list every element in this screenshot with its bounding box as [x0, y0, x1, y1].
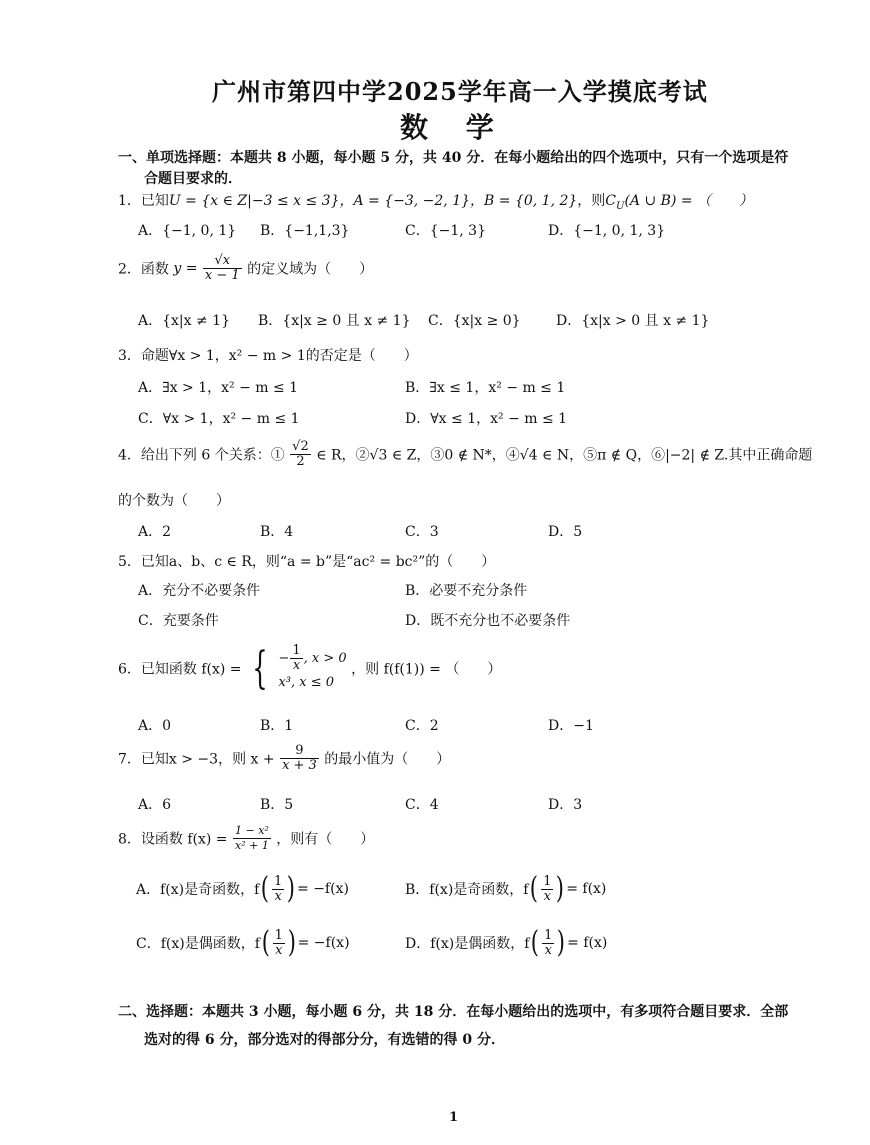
question-1-stem — [118, 190, 753, 212]
q8-numerator: 1 − x² — [235, 824, 269, 837]
q6-cases — [278, 644, 346, 693]
page-number: 1 — [449, 1110, 459, 1125]
q2-option-d[interactable]: D．{x|x > 0 且 x ≠ 1} — [556, 313, 710, 329]
q6-case-1-fraction: $\frac{1}{x}$ — [292, 643, 301, 673]
subject-title: 数 学 — [400, 111, 508, 144]
q4-relations: ∈ R，②√3 ∈ Z，③0 ∉ N*，④√4 ∈ N，⑤π ∉ Q，⑥|−2| ∉ Z.其中正确命题 — [316, 447, 813, 464]
q8-tail: ，则有（ ） — [276, 831, 375, 848]
section-2-instructions — [118, 998, 818, 1054]
q1-option-d[interactable]: D．{−1, 0, 1, 3} — [548, 223, 666, 239]
q7-option-a[interactable]: A．6 — [138, 797, 172, 813]
q2-denominator: x − 1 — [204, 268, 240, 283]
q2-option-a[interactable]: A．{x|x ≠ 1} — [138, 313, 230, 329]
q6-option-c[interactable]: C．2 — [405, 718, 439, 734]
q1-option-c[interactable]: C．{−1, 3} — [405, 223, 486, 239]
q1-option-b[interactable]: B．{−1,1,3} — [260, 223, 350, 239]
q1-complement-sub: U — [616, 200, 625, 212]
question-4-stem — [118, 440, 812, 469]
q6-case-1: − $\frac{1}{x}$ , x > 0 — [278, 643, 347, 673]
q8-fraction — [233, 824, 271, 853]
q3-option-c[interactable]: C．∀x > 1，x² − m ≤ 1 — [138, 411, 300, 427]
q4-prefix: 4．给出下列 6 个关系：① — [118, 447, 285, 464]
q4-option-b[interactable]: B．4 — [260, 524, 294, 540]
q1-expr-tail: (A ∪ B) = （ ） — [624, 193, 754, 209]
q8-option-c[interactable]: C．f(x)是偶函数，f( $\frac{1}{x}$ ) = −f(x) — [136, 925, 350, 960]
q5-option-b[interactable]: B．必要不充分条件 — [405, 583, 528, 599]
q2-fraction — [203, 254, 242, 283]
q7-option-b[interactable]: B．5 — [260, 797, 294, 813]
q5-option-a[interactable]: A．充分不必要条件 — [138, 583, 261, 599]
q2-numerator: √x — [203, 254, 242, 269]
q1-option-a[interactable]: A．{−1, 0, 1} — [138, 223, 237, 239]
q7-prefix: 7．已知x > −3，则 x + — [118, 751, 275, 768]
q3-option-d[interactable]: D．∀x ≤ 1，x² − m ≤ 1 — [405, 411, 568, 427]
q1-set-b: ，B = {0, 1, 2} — [470, 193, 578, 209]
q6-case-2: x³, x ≤ 0 — [278, 675, 335, 690]
q7-option-c[interactable]: C．4 — [405, 797, 439, 813]
section-1-line-1: 一、单项选择题：本题共 8 小题，每小题 5 分，共 40 分．在每小题给出的四个选项中，只有一个选项是符 — [118, 150, 789, 166]
q6-option-d[interactable]: D．−1 — [548, 718, 594, 734]
q1-complement: C — [605, 193, 617, 209]
q7-denominator: x + 3 — [282, 758, 317, 773]
section-1-instructions — [118, 148, 818, 190]
q4-option-d[interactable]: D．5 — [548, 524, 583, 540]
q2-y: y = — [173, 260, 198, 277]
q1-set-u: U = {x ∈ Z|−3 ≤ x ≤ 3} — [168, 193, 340, 209]
q6-prefix: 6．已知函数 f(x) = — [118, 661, 242, 678]
q7-fraction — [280, 744, 319, 773]
q7-numerator: 9 — [280, 744, 319, 759]
q3-option-a[interactable]: A．∃x > 1，x² − m ≤ 1 — [138, 380, 299, 396]
q3-option-b[interactable]: B．∃x ≤ 1，x² − m ≤ 1 — [405, 380, 566, 396]
q7-option-d[interactable]: D．3 — [548, 797, 583, 813]
q1-set-a: ，A = {−3, −2, 1} — [339, 193, 471, 209]
q7-tail: 的最小值为（ ） — [324, 751, 451, 768]
q5-option-d[interactable]: D．既不充分也不必要条件 — [405, 613, 571, 629]
section-2-line-2: 选对的得 6 分，部分选对的得部分分，有选错的得 0 分． — [144, 1032, 505, 1048]
q5-option-c[interactable]: C．充要条件 — [138, 613, 219, 629]
q8-option-a[interactable]: A．f(x)是奇函数，f( $\frac{1}{x}$ ) = −f(x) — [136, 871, 349, 906]
question-3-stem: 3．命题∀x > 1，x² − m > 1的否定是（ ） — [118, 348, 418, 364]
q6-option-a[interactable]: A．0 — [138, 718, 172, 734]
question-4-stem-cont: 的个数为（ ） — [118, 493, 230, 509]
question-5-stem: 5．已知a、b、c ∈ R，则“a = b”是“ac² = bc²”的（ ） — [118, 554, 496, 570]
q8-c-fraction: $\frac{1}{x}$ — [274, 927, 283, 958]
section-2-line-1: 二、选择题：本题共 3 小题，每小题 6 分，共 18 分．在每小题给出的选项中，有多项符合题目要求．全部 — [118, 1004, 789, 1020]
q4-option-a[interactable]: A．2 — [138, 524, 172, 540]
q1-then: ，则 — [577, 193, 606, 209]
question-2-stem — [118, 254, 373, 283]
q6-option-b[interactable]: B．1 — [260, 718, 294, 734]
q2-prefix: 2．函数 — [118, 261, 169, 278]
q4-numerator: √2 — [292, 439, 309, 454]
q4-option-c[interactable]: C．3 — [405, 524, 439, 540]
q8-prefix: 8．设函数 f(x) = — [118, 831, 228, 848]
q8-b-fraction: $\frac{1}{x}$ — [543, 873, 552, 904]
q8-a-fraction: $\frac{1}{x}$ — [274, 873, 283, 904]
question-6-stem — [118, 644, 501, 693]
q8-d-fraction: $\frac{1}{x}$ — [544, 927, 553, 958]
q8-option-b[interactable]: B．f(x)是奇函数，f( $\frac{1}{x}$ ) = f(x) — [405, 871, 607, 906]
section-1-line-2: 合题目要求的． — [144, 171, 242, 187]
q6-tail: ，则 f(f(1)) = （ ） — [351, 661, 502, 678]
q2-option-c[interactable]: C．{x|x ≥ 0} — [428, 313, 521, 329]
exam-title: 广州市第四中学2025学年高一入学摸底考试 — [212, 77, 708, 106]
q2-tail: 的定义域为（ ） — [247, 261, 374, 278]
q4-denominator: 2 — [296, 454, 305, 469]
q8-denominator: x² + 1 — [235, 839, 269, 852]
question-7-stem — [118, 744, 450, 773]
q4-fraction — [290, 440, 311, 469]
question-8-stem — [118, 824, 374, 853]
q1-prefix: 1．已知 — [118, 193, 169, 209]
q8-option-d[interactable]: D．f(x)是偶函数，f( $\frac{1}{x}$ ) = f(x) — [405, 925, 608, 960]
q2-option-b[interactable]: B．{x|x ≥ 0 且 x ≠ 1} — [258, 313, 411, 329]
q6-brace: { — [252, 642, 268, 694]
